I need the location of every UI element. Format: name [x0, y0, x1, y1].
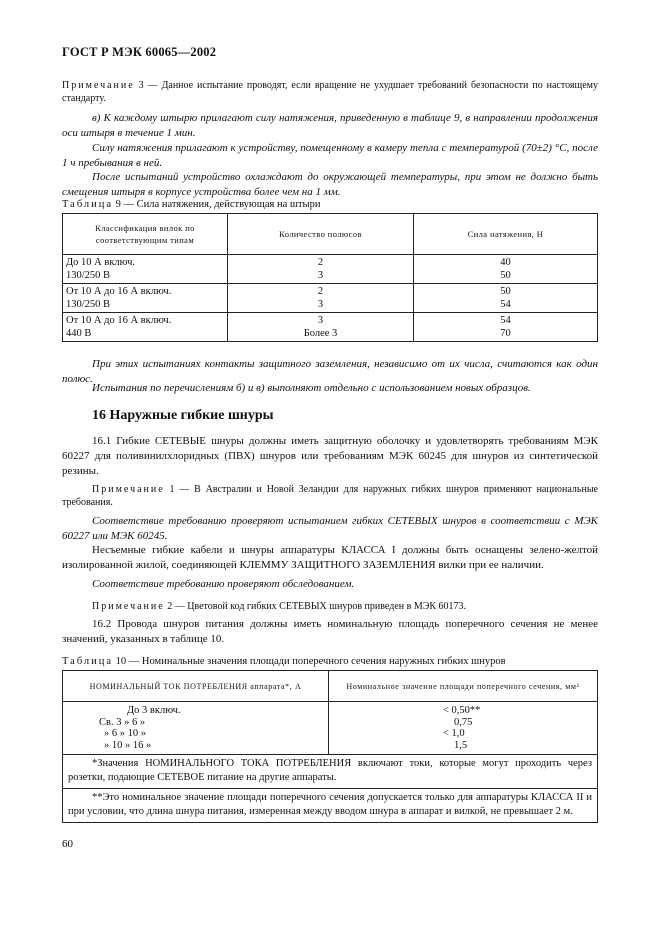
- table9-poles: 3: [317, 315, 324, 326]
- note-label: Примечание: [92, 601, 165, 612]
- table9-force: 50: [500, 270, 511, 281]
- table10-header-area: Номинальное значение площади поперечного сечения, мм²: [329, 671, 598, 702]
- table10-current: Св. 3 » 6 »: [99, 716, 146, 728]
- table10-area: 0,75: [454, 716, 473, 728]
- note-label: Примечание: [62, 80, 135, 91]
- table9-voltage: 130/250 В: [66, 270, 111, 281]
- table10-header-current: [63, 671, 329, 702]
- table9-poles: 3: [317, 270, 324, 281]
- table10-area: 1,5: [454, 739, 468, 751]
- table9-poles: 3: [317, 299, 324, 310]
- table10-caption: [62, 656, 506, 667]
- contacts-paragraph: При этих испытаниях контакты защитного заземления, независимо от их числа, считаются как один полюс.: [62, 358, 598, 385]
- table9-force: 54: [500, 299, 511, 310]
- table10-current: » 10 » 16 »: [104, 739, 152, 751]
- table9-force: 70: [500, 328, 511, 339]
- table-row: [63, 702, 598, 755]
- table10-area: < 0,50**: [443, 705, 481, 716]
- nonremovable-paragraph: Несъемные гибкие кабели и шнуры аппаратуры КЛАССА I должны быть оснащены зелено-желтой изолированной жилой, соединяющей КЛЕММУ ЗАЩИТНОГО ЗАЗЕМЛЕНИЯ вилки при ее наличии.: [62, 544, 598, 571]
- table10-header-current-rest: аппарата*, А: [247, 681, 302, 691]
- tests-paragraph: Испытания по перечислениям б) и в) выполняют отдельно с использованием новых образцов.: [92, 382, 531, 394]
- table9-caption: [62, 199, 320, 210]
- note-3: [62, 79, 598, 105]
- section-16-title: 16 Наружные гибкие шнуры: [92, 408, 274, 423]
- paragraph-16-1: 16.1 Гибкие СЕТЕВЫЕ шнуры должны иметь защитную оболочку и удовлетворять требованиям МЭК 60227 для поливинилхлоридных (ПВХ) шнуров или требованиям МЭК 60245 для шнуров из синтетической резины.: [62, 435, 598, 477]
- table-row: [63, 255, 598, 284]
- table9-poles: 2: [317, 257, 324, 268]
- note-1: [62, 483, 598, 509]
- force-paragraph: Силу натяжения прилагают к устройству, помещенному в камеру тепла с температурой (70±2) °С, после 1 ч пребывания в ней.: [62, 142, 598, 169]
- compliance-1: Соответствие требованию проверяют испытанием гибких СЕТЕВЫХ шнуров в соответствии с МЭК 60227 или МЭК 60245.: [62, 515, 598, 542]
- table10-footnote-2: **Это номинальное значение площади поперечного сечения допускается только для аппаратуры КЛАССА II и при условии, что длина шнура питания, измеренная между вводом шнура в аппарат и вилкой, не превышает 2 м.: [68, 792, 592, 817]
- table9-caption-label: Таблица: [62, 199, 114, 210]
- table-row: [63, 313, 598, 342]
- table9-voltage: 440 В: [66, 328, 92, 339]
- table10-header-current-caps: НОМИНАЛЬНЫЙ ТОК ПОТРЕБЛЕНИЯ: [89, 681, 248, 691]
- table9-header-force: Сила натяжения, Н: [414, 214, 598, 255]
- table-9: [62, 213, 598, 342]
- table9-voltage: 130/250 В: [66, 299, 111, 310]
- table10-current: До 3 включ.: [127, 705, 181, 716]
- item-v: в) К каждому штырю прилагают силу натяжения, приведенную в таблице 9, в направлении продолжения оси штыря в течение 1 мин.: [62, 112, 598, 139]
- table10-caption-text: 10 — Номинальные значения площади поперечного сечения наружных гибких шнуров: [113, 656, 506, 667]
- table9-class: От 10 А до 16 А включ.: [66, 315, 172, 326]
- table-10: [62, 670, 598, 823]
- table9-header-poles: Количество полюсов: [228, 214, 414, 255]
- table9-caption-text: 9 — Сила натяжения, действующая на штыри: [113, 199, 321, 210]
- table-row: [63, 284, 598, 313]
- note-text: 3 — Данное испытание проводят, если вращение не ухудшает требований безопасности по настоящему стандарту.: [62, 80, 598, 104]
- compliance-2: Соответствие требованию проверяют обследованием.: [92, 578, 355, 590]
- table10-current: » 6 » 10 »: [104, 728, 146, 739]
- table9-poles: 2: [317, 286, 324, 297]
- note-text: 1 — В Австралии и Новой Зеландии для наружных гибких шнуров применяют национальные требования.: [62, 484, 598, 508]
- table9-header-class: Классификация вилок по соответствующим типам: [63, 214, 228, 255]
- document-header: ГОСТ Р МЭК 60065—2002: [62, 45, 217, 59]
- note-text: 2 — Цветовой код гибких СЕТЕВЫХ шнуров приведен в МЭК 60173.: [164, 601, 466, 612]
- table9-poles: Более 3: [303, 328, 338, 339]
- table10-caption-label: Таблица: [62, 656, 114, 667]
- table9-force: 50: [500, 286, 511, 297]
- table-row: [63, 789, 598, 823]
- page-number: 60: [62, 838, 73, 850]
- note-label: Примечание: [92, 484, 165, 495]
- after-test-paragraph: После испытаний устройство охлаждают до окружающей температуры, при этом не должно быть смещения штыря в корпусе устройства более чем на 1 мм.: [62, 171, 598, 198]
- table-row: [63, 755, 598, 789]
- paragraph-16-2: 16.2 Провода шнуров питания должны иметь номинальную площадь поперечного сечения не менее значений, указанных в таблице 10.: [62, 618, 598, 645]
- note-2: [62, 600, 598, 613]
- table10-footnote-1: *Значения НОМИНАЛЬНОГО ТОКА ПОТРЕБЛЕНИЯ включают токи, которые могут проходить через розетки, подающие СЕТЕВОЕ питание на другие аппараты.: [68, 758, 592, 783]
- table9-force: 40: [500, 257, 511, 268]
- table10-area: < 1,0: [443, 728, 465, 739]
- table9-class: До 10 А включ.: [66, 257, 136, 268]
- table9-class: От 10 А до 16 А включ.: [66, 286, 172, 297]
- table9-force: 54: [500, 315, 511, 326]
